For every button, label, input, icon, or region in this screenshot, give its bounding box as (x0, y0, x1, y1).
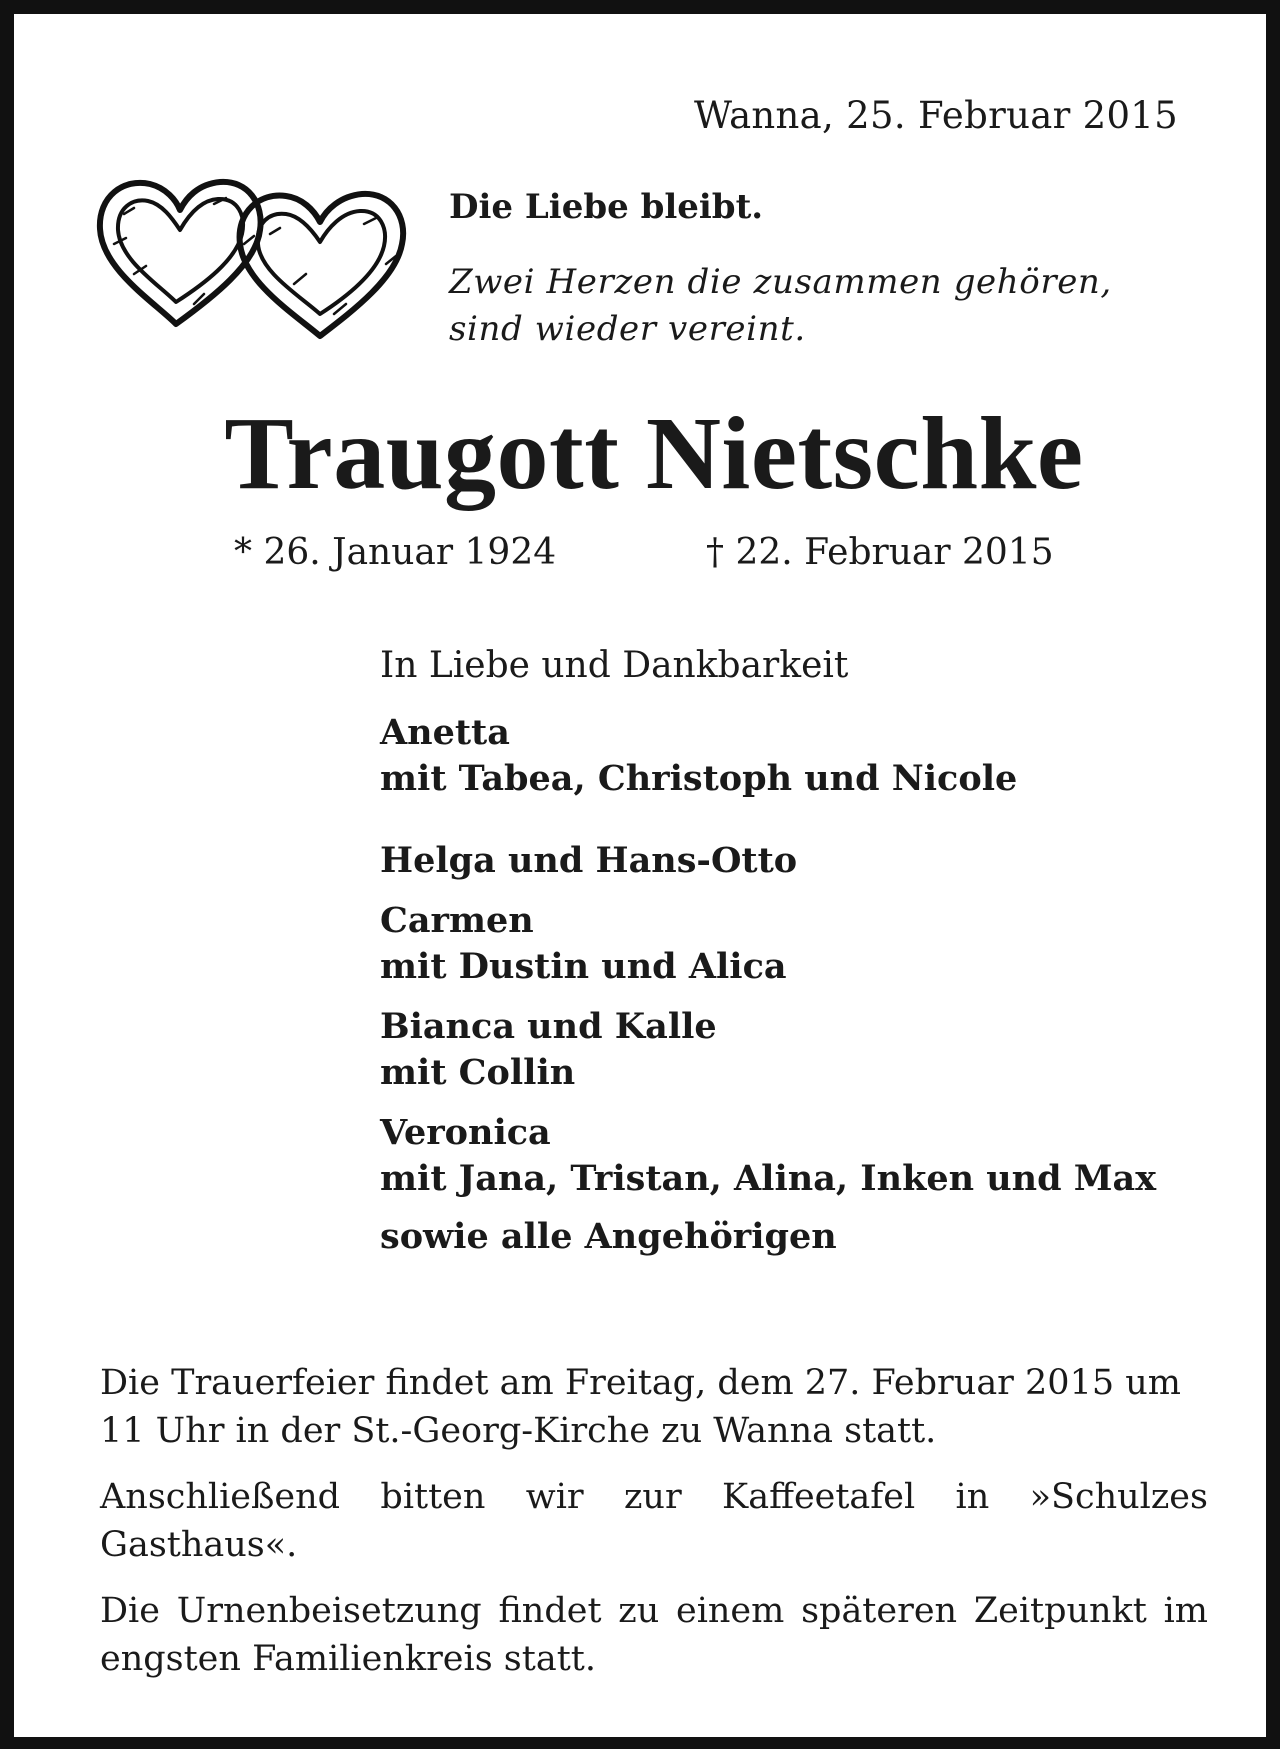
birth-date: * 26. Januar 1924 (234, 532, 557, 573)
service-paragraph: Die Urnenbeisetzung findet zu einem späteren Zeitpunkt im engsten Familienkreis statt. (100, 1591, 1208, 1679)
mourner-line: Helga und Hans-Otto (380, 840, 798, 881)
mourner-line: mit Collin (380, 1052, 576, 1093)
service-paragraph: Anschließend bitten wir zur Kaffeetafel in »Schulzes Gasthaus«. (100, 1477, 1208, 1565)
mourner-line: mit Jana, Tristan, Alina, Inken und Max (380, 1158, 1157, 1199)
motto-verse-line: sind wieder vereint. (449, 309, 806, 349)
mourner-line: Veronica (380, 1112, 551, 1153)
deceased-name: Traugott Nietschke (224, 396, 1084, 511)
service-paragraph: Die Trauerfeier findet am Freitag, dem 27. Februar 2015 um 11 Uhr in der St.-Georg-Kirche zu Wanna statt. (100, 1363, 1181, 1451)
mourner-line: Bianca und Kalle (380, 1006, 717, 1047)
place-date: Wanna, 25. Februar 2015 (693, 94, 1178, 137)
mourners-intro: In Liebe und Dankbarkeit (380, 645, 849, 686)
motto-verse (449, 259, 1112, 353)
mourner-line: Anetta (380, 712, 510, 753)
service-details (100, 1359, 1208, 1701)
mourner-line: mit Dustin und Alica (380, 946, 787, 987)
intertwined-hearts-icon (94, 174, 410, 344)
motto-title: Die Liebe bleibt. (449, 187, 764, 227)
mourner-line: mit Tabea, Christoph und Nicole (380, 758, 1018, 799)
mourner-group (380, 898, 1260, 990)
mourners-block (380, 644, 1260, 1260)
death-date: † 22. Februar 2015 (706, 532, 1054, 573)
mourner-group (380, 1214, 1260, 1260)
mourner-group (380, 838, 1260, 884)
mourner-line: Carmen (380, 900, 534, 941)
mourner-line: sowie alle Angehörigen (380, 1216, 837, 1257)
mourner-group (380, 1110, 1260, 1202)
mourner-group (380, 1004, 1260, 1096)
mourner-group (380, 710, 1260, 802)
motto-verse-line: Zwei Herzen die zusammen gehören, (449, 262, 1112, 302)
